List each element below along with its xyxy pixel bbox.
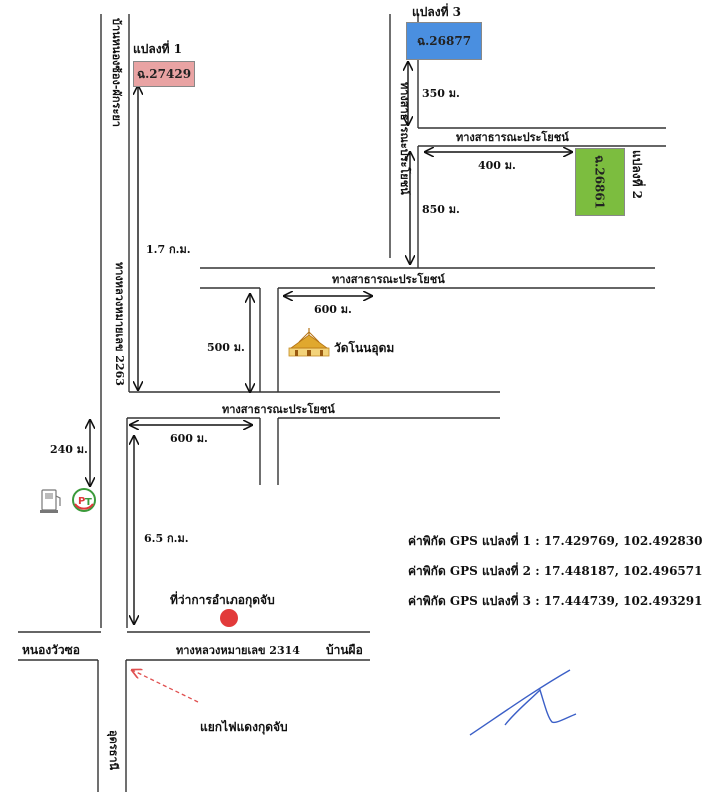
traffic-light-label: แยกไฟแดงกุดจับ <box>200 720 288 734</box>
location-dot-icon <box>220 609 238 627</box>
road-label-public-upper: ทางสาธารณะประโยชน์ <box>456 131 569 144</box>
plot-2-label: แปลงที่ 2 <box>630 150 644 200</box>
plot-2-box <box>575 148 625 216</box>
distance-350: 350 ม. <box>422 87 460 100</box>
pt-logo-icon <box>73 489 95 511</box>
road-label-upper-left: บ้านหนองซ้อง-ผักระยา <box>110 18 123 127</box>
traffic-light-dashed-arrow <box>132 670 198 702</box>
gas-pump-icon <box>40 490 60 513</box>
temple-label: วัดโนนอุดม <box>334 341 395 355</box>
temple-icon <box>289 328 329 356</box>
distance-500: 500 ม. <box>207 341 245 354</box>
gps-plot-2: ค่าพิกัด GPS แปลงที่ 2 : 17.448187, 102.496571 <box>408 564 702 578</box>
plot-2-code: ฉ.26861 <box>592 154 607 210</box>
road-label-upper-right-vertical: ทางสาธารณะประโยชน์ <box>398 82 411 195</box>
distance-850: 850 ม. <box>422 203 460 216</box>
plot-3-box <box>406 22 482 60</box>
district-office-label: ที่ว่าการอำเภอกุดจับ <box>170 593 275 607</box>
plot-3-label: แปลงที่ 3 <box>412 5 462 19</box>
plot-1-box <box>133 61 195 87</box>
gps-plot-3: ค่าพิกัด GPS แปลงที่ 3 : 17.444739, 102.493291 <box>408 594 702 608</box>
distance-240: 240 ม. <box>50 443 88 456</box>
road-label-udon: อุดรธานี <box>107 730 120 771</box>
nong-wua-so-label: หนองวัวซอ <box>22 643 81 657</box>
signature <box>470 670 576 735</box>
road-label-public-lower: ทางสาธารณะประโยชน์ <box>222 403 335 416</box>
road-label-public-middle: ทางสาธารณะประโยชน์ <box>332 273 445 286</box>
plot-1-label: แปลงที่ 1 <box>133 42 183 56</box>
distance-600-bottom: 600 ม. <box>170 432 208 445</box>
plot-3-code: ฉ.26877 <box>416 33 472 48</box>
gps-plot-1: ค่าพิกัด GPS แปลงที่ 1 : 17.429769, 102.492830 <box>408 534 702 548</box>
svg-text:P: P <box>78 496 86 507</box>
road-label-highway-2314: ทางหลวงหมายเลข 2314 <box>176 644 300 657</box>
distance-400: 400 ม. <box>478 159 516 172</box>
road-label-highway-2263: ทางหลวงหมายเลข 2263 <box>113 262 126 386</box>
svg-text:T: T <box>85 497 92 508</box>
distance-1-7: 1.7 ก.ม. <box>146 243 191 256</box>
plot-1-code: ฉ.27429 <box>136 66 192 81</box>
ban-phue-label: บ้านผือ <box>326 643 363 657</box>
distance-6-5: 6.5 ก.ม. <box>144 532 189 545</box>
distance-600-top: 600 ม. <box>314 303 352 316</box>
